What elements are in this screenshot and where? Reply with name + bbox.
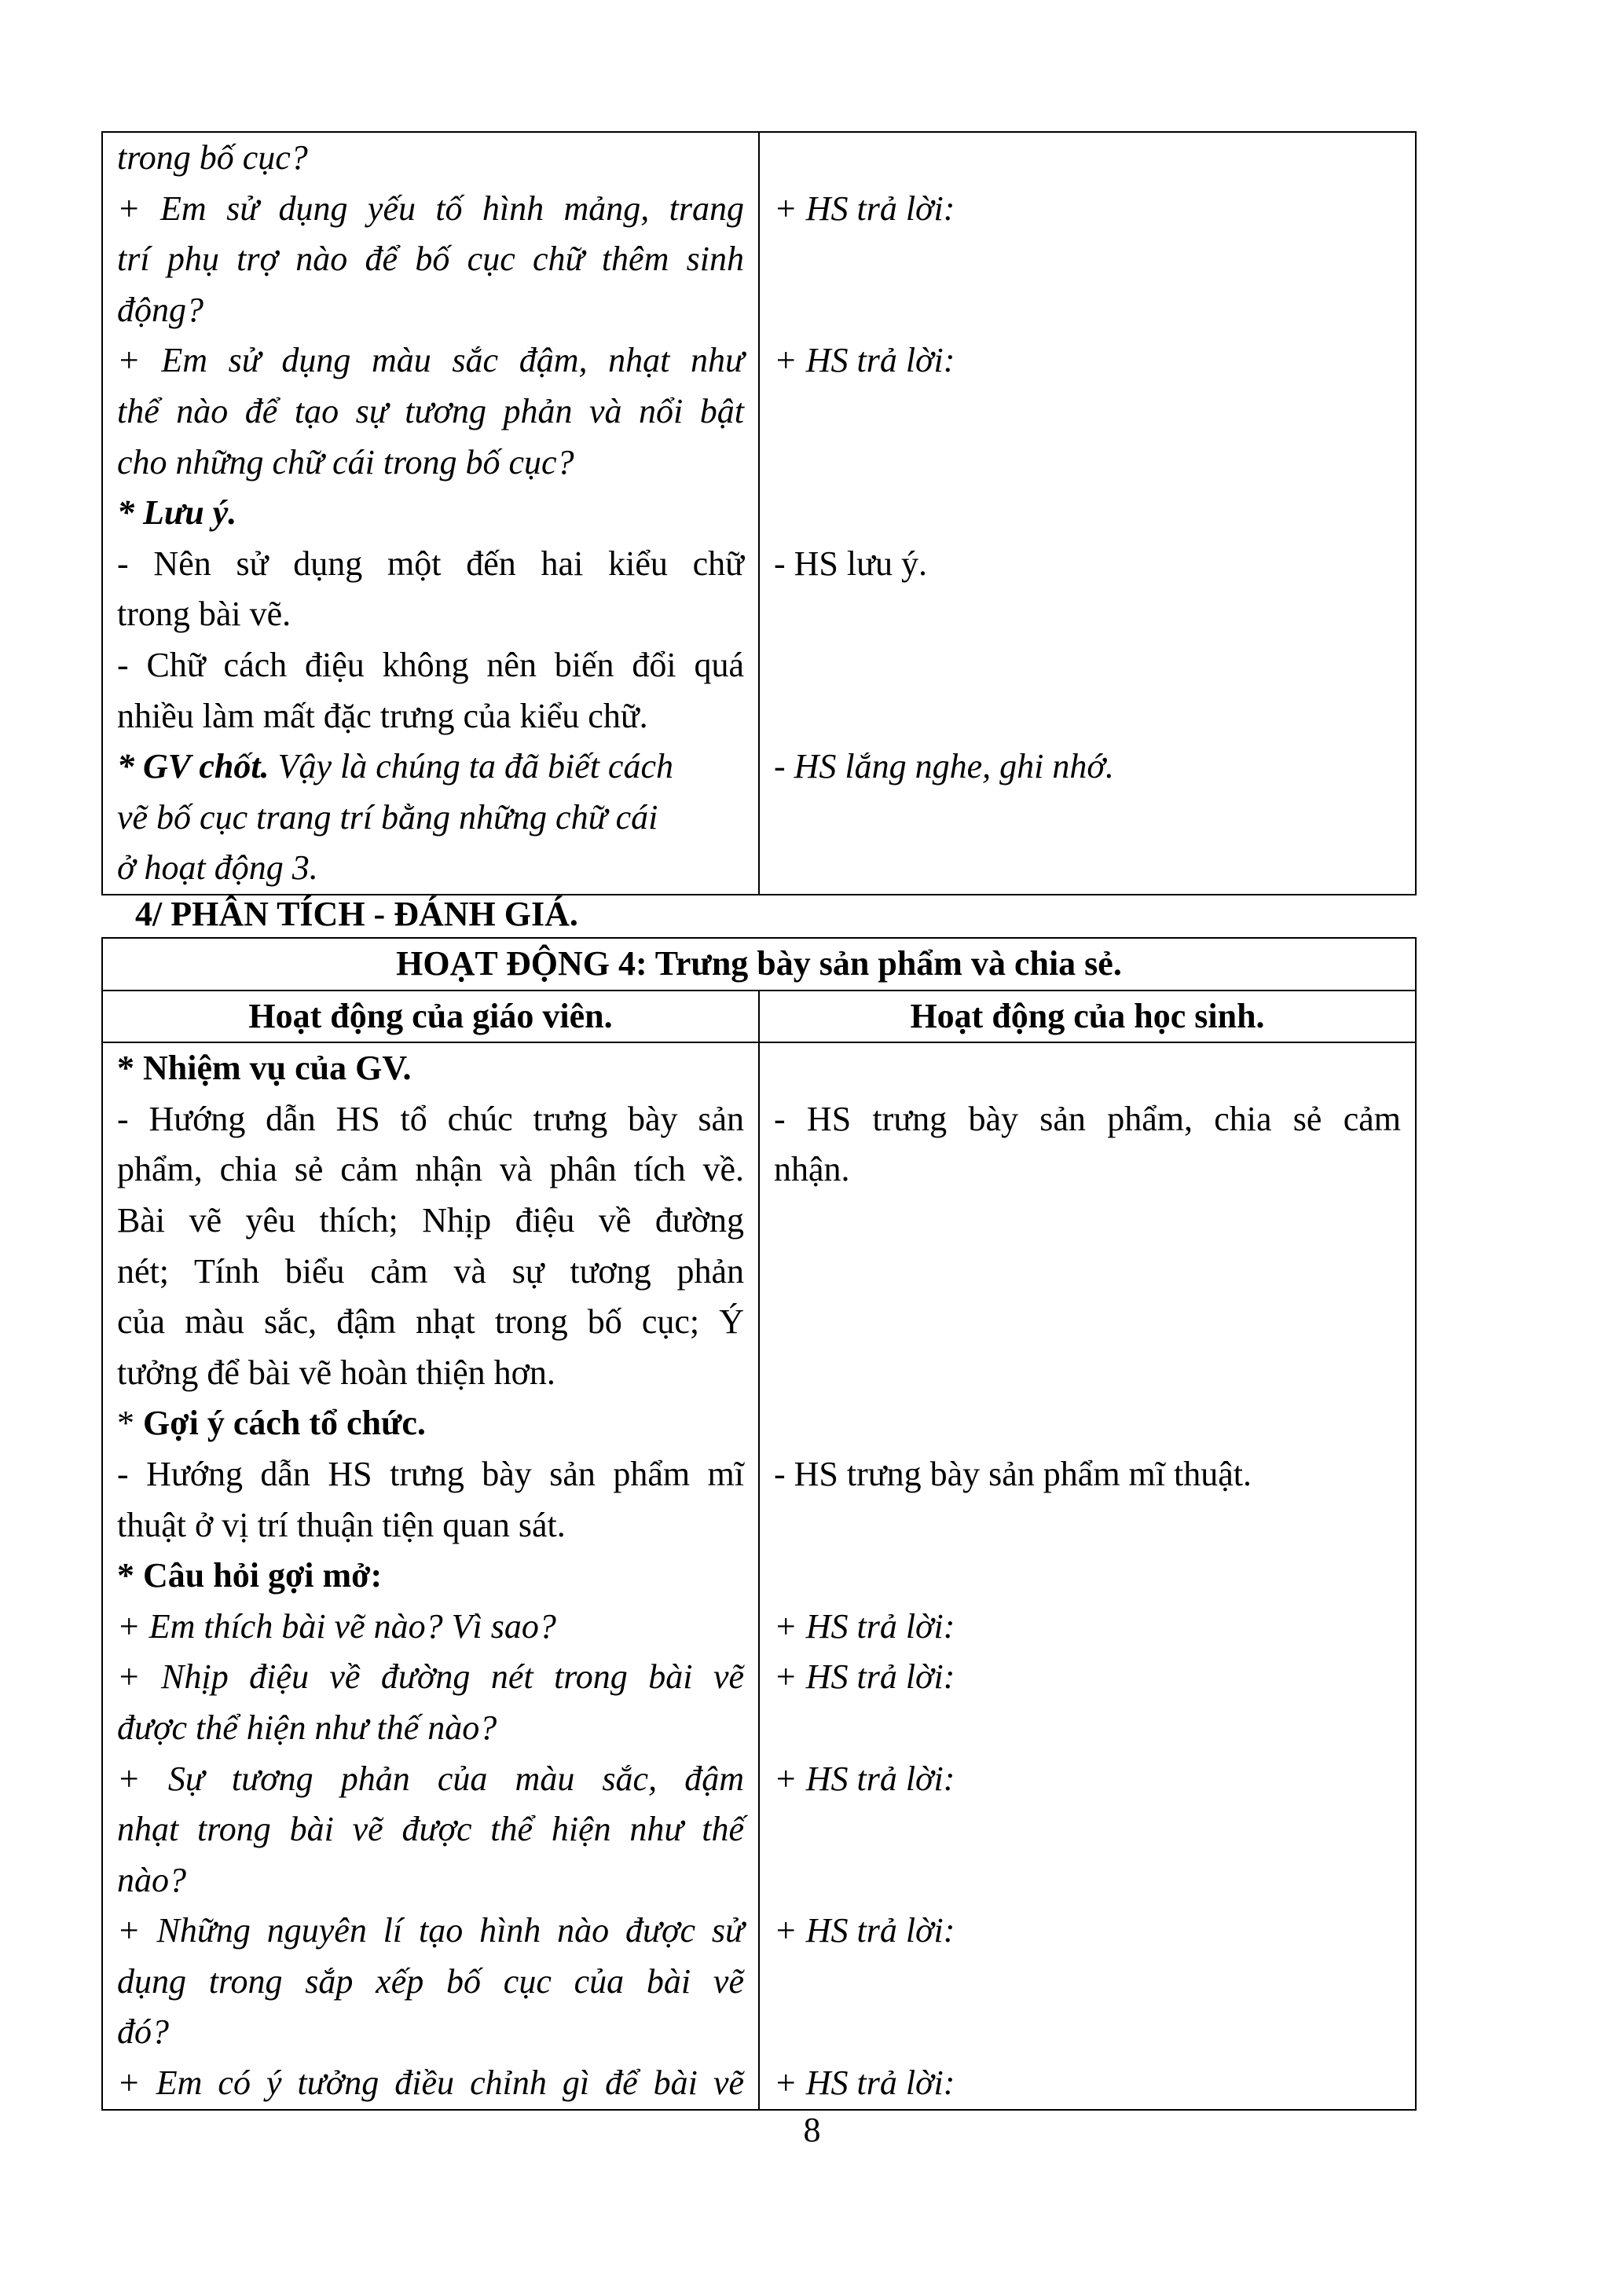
text-line: nhận. (774, 1150, 850, 1189)
text-line: - Chữ cách điệu không nên biến đổi quá (117, 645, 744, 684)
gv-conclusion-line-3: ở hoạt động 3. (117, 848, 318, 888)
text-line: trí phụ trợ nào để bố cục chữ thêm sinh (117, 240, 744, 279)
text-line (774, 1551, 1401, 1602)
activity-title: HOẠT ĐỘNG 4: Trưng bày sản phẩm và chia sẻ. (102, 938, 1416, 991)
text-line (774, 488, 1401, 539)
table-header-row (102, 991, 1416, 1043)
section-heading: 4/ PHÂN TÍCH - ĐÁNH GIÁ. (135, 895, 578, 933)
text-line: nhạt trong bài vẽ được thể hiện như thế (117, 1810, 744, 1849)
page-number: 8 (803, 2111, 821, 2149)
text-line (774, 234, 1401, 285)
text-line: - HS lưu ý. (774, 544, 927, 583)
student-lines (774, 1043, 1401, 2108)
gv-conclusion-line (117, 742, 744, 793)
text-line: + Những nguyên lí tạo hình nào được sử (117, 1911, 744, 1950)
suggestion-heading (117, 1398, 744, 1449)
student-activity-cell (759, 132, 1416, 895)
text-line: + Em sử dụng yếu tố hình mảng, trang (117, 189, 744, 228)
text-line: + Em thích bài vẽ nào? Vì sao? (117, 1606, 556, 1646)
text-line: được thể hiện như thế nào? (117, 1708, 497, 1747)
text-line (774, 1247, 1401, 1298)
text-line: + Em sử dụng màu sắc đậm, nhạt như (117, 341, 744, 380)
student-lines (774, 133, 1401, 793)
text-line: + Sự tương phản của màu sắc, đậm (117, 1759, 744, 1798)
text-line: * Câu hỏi gợi mở: (117, 1556, 383, 1595)
text-line (774, 1043, 1401, 1094)
teacher-lines-a (117, 1043, 744, 1398)
header-teacher: Hoạt động của giáo viên. (102, 991, 759, 1043)
table-row (102, 1042, 1416, 2109)
text-line (774, 1703, 1401, 1754)
text-line (774, 1297, 1401, 1348)
text-line: dụng trong sắp xếp bố cục của bài vẽ (117, 1961, 744, 2001)
text-line: tưởng để bài vẽ hoàn thiện hơn. (117, 1353, 555, 1392)
text-line: thể nào để tạo sự tương phản và nổi bật (117, 391, 744, 430)
text-line (774, 640, 1401, 691)
text-line: + Em có ý tưởng điều chỉnh gì để bài vẽ (117, 2063, 744, 2103)
text-line: cho những chữ cái trong bố cục? (117, 442, 574, 482)
table-row (102, 132, 1416, 895)
text-line (774, 1196, 1401, 1247)
text-line: + HS trả lời: (774, 1911, 955, 1950)
text-line: của màu sắc, đậm nhạt trong bố cục; Ý (117, 1302, 744, 1342)
text-line: động? (117, 290, 203, 329)
gv-conclusion-line-2: vẽ bố cục trang trí bằng những chữ cái (117, 797, 658, 837)
text-line: thuật ở vị trí thuận tiện quan sát. (117, 1505, 566, 1544)
activity-4-table (101, 937, 1417, 2111)
text-line (774, 589, 1401, 640)
text-line: - HS lắng nghe, ghi nhớ. (774, 747, 1114, 786)
text-line: phẩm, chia sẻ cảm nhận và phân tích về. (117, 1150, 744, 1189)
text-line (774, 1398, 1401, 1449)
text-line: + HS trả lời: (774, 341, 955, 380)
text-line: - Hướng dẫn HS tổ chúc trưng bày sản (117, 1099, 744, 1138)
gv-conclusion-text: Vậy là chúng ta đã biết cách (269, 747, 673, 786)
text-line (774, 2007, 1401, 2058)
text-line (774, 1957, 1401, 2008)
teacher-lines-b (117, 1449, 744, 2109)
student-activity-cell (759, 1042, 1416, 2109)
text-line: * Nhiệm vụ của GV. (117, 1049, 412, 1088)
text-line: - Hướng dẫn HS trưng bày sản phẩm mĩ (117, 1454, 744, 1493)
text-line: * Lưu ý. (117, 493, 237, 533)
text-line: Bài vẽ yêu thích; Nhịp điệu về đường (117, 1200, 744, 1240)
text-line: nét; Tính biểu cảm và sự tương phản (117, 1251, 744, 1291)
teacher-lines (117, 133, 744, 742)
text-line: + HS trả lời: (774, 1657, 955, 1697)
text-line: + HS trả lời: (774, 1606, 955, 1646)
text-line (774, 285, 1401, 336)
text-line (774, 133, 1401, 184)
text-line (774, 691, 1401, 742)
text-line: - HS trưng bày sản phẩm, chia sẻ cảm (774, 1099, 1401, 1138)
text-line: đó? (117, 2012, 169, 2052)
teacher-activity-cell (102, 132, 759, 895)
text-line (774, 1855, 1401, 1906)
text-line: - Nên sử dụng một đến hai kiểu chữ (117, 544, 744, 583)
text-line: + HS trả lời: (774, 2063, 955, 2103)
text-line: + HS trả lời: (774, 189, 955, 228)
text-line: nhiều làm mất đặc trưng của kiểu chữ. (117, 696, 648, 735)
text-line (774, 1348, 1401, 1399)
text-line: trong bố cục? (117, 138, 308, 177)
text-line: nào? (117, 1860, 186, 1899)
text-line: + HS trả lời: (774, 1759, 955, 1798)
text-line: + Nhịp điệu về đường nét trong bài vẽ (117, 1657, 744, 1697)
activity-table-continued (101, 131, 1417, 895)
table-title-row (102, 938, 1416, 991)
text-line: trong bài vẽ. (117, 595, 291, 634)
suggestion-star: * (117, 1404, 143, 1443)
text-line (774, 386, 1401, 438)
text-line: - HS trưng bày sản phẩm mĩ thuật. (774, 1454, 1252, 1493)
suggestion-label: Gợi ý cách tổ chức. (143, 1404, 426, 1443)
text-line (774, 438, 1401, 489)
teacher-activity-cell (102, 1042, 759, 2109)
header-student: Hoạt động của học sinh. (759, 991, 1416, 1043)
text-line (774, 1500, 1401, 1551)
gv-conclusion-label: * GV chốt. (117, 747, 269, 786)
text-line (774, 1804, 1401, 1855)
